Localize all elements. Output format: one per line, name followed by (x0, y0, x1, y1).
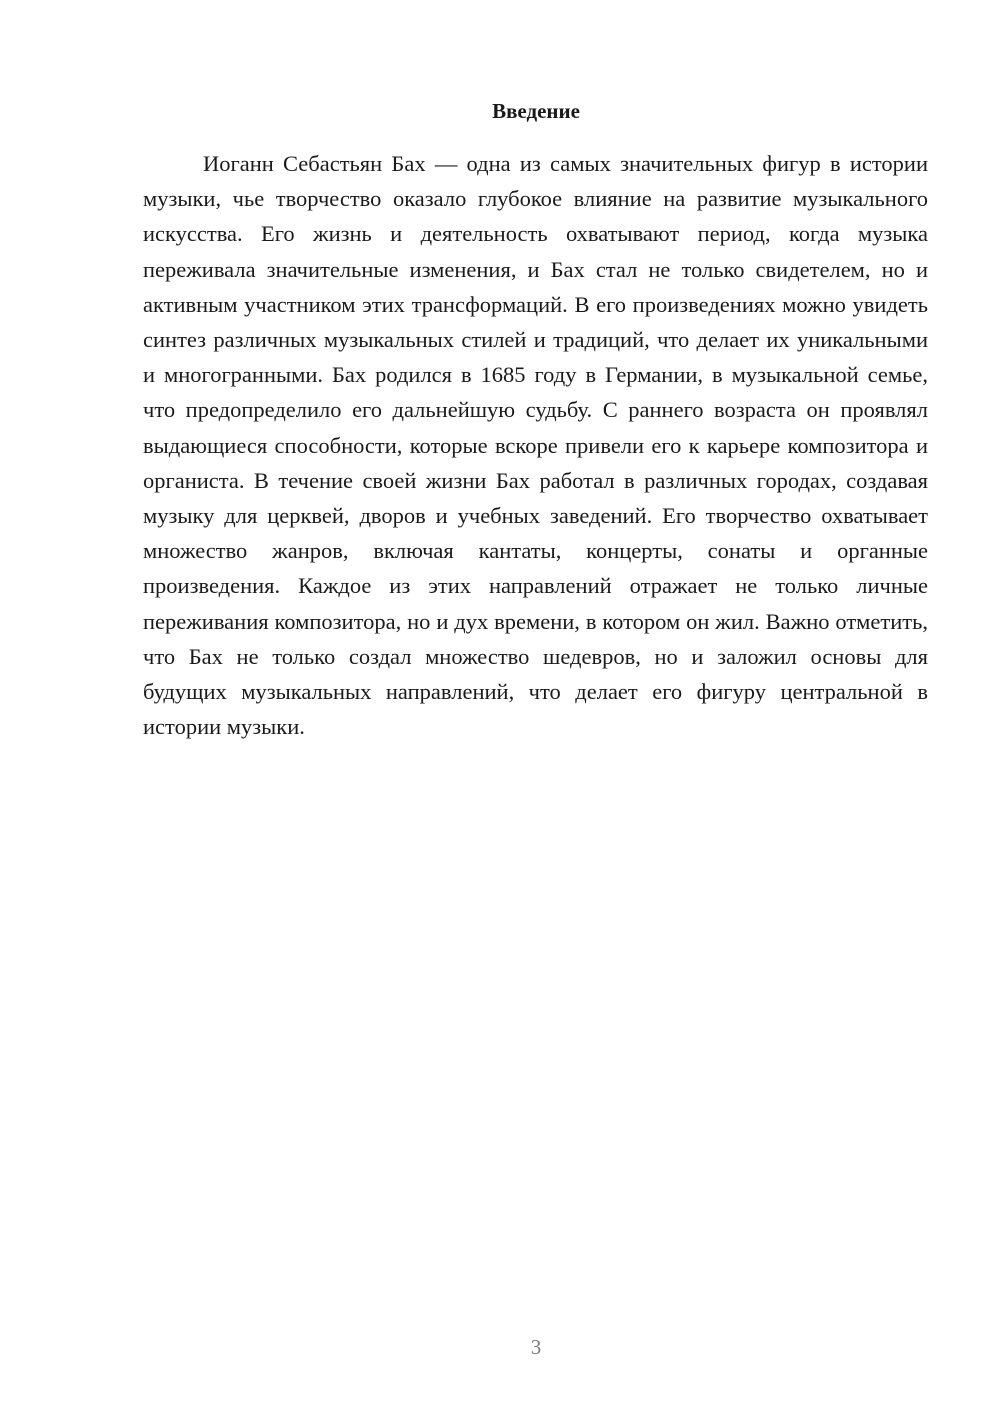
section-heading: Введение (492, 99, 580, 123)
page-number: 3 (530, 1335, 542, 1359)
body-paragraph: Иоганн Себастьян Бах — одна из самых значительных фигур в истории музыки, чье творчество оказало глубокое влияние на развитие музыкального искусства. Его жизнь и деятельность охватывают период, когда музыка переживала значительные изменения, и Бах стал не только свидетелем, но и активным участником этих трансформаций. В его произведениях можно увидеть синтез различных музыкальных стилей и традиций, что делает их уникальными и многогранными. Бах родился в 1685 году в Германии, в музыкальной семье, что предопределило его дальнейшую судьбу. С раннего возраста он проявлял выдающиеся способности, которые вскоре привели его к карьере композитора и органиста. В течение своей жизни Бах работал в различных городах, создавая музыку для церквей, дворов и учебных заведений. Его творчество охватывает множество жанров, включая кантаты, концерты, сонаты и органные произведения. Каждое из этих направлений отражает не только личные переживания композитора, но и дух времени, в котором он жил. Важно отметить, что Бах не только создал множество шедевров, но и заложил основы для будущих музыкальных направлений, что делает его фигуру центральной в истории музыки. (143, 151, 928, 740)
